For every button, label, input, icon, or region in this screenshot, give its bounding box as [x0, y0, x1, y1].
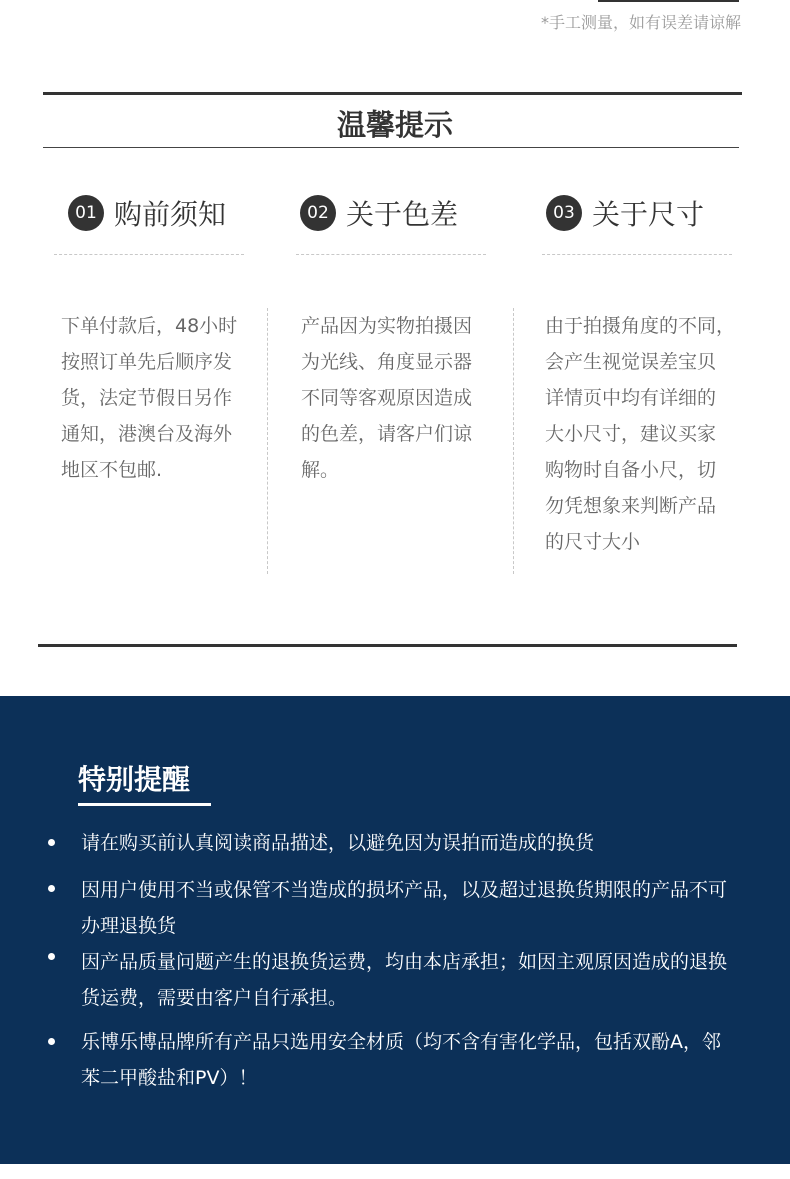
text-line: 按照订单先后顺序发: [61, 351, 233, 373]
tips-title-underline: [43, 147, 739, 148]
text-line: 货，法定节假日另作: [61, 387, 233, 409]
text-line: 不同等客观原因造成: [301, 387, 473, 409]
notice-title: 特别提醒: [78, 763, 191, 796]
column-dashed-divider: [296, 254, 486, 255]
notice-item: [81, 872, 753, 944]
text-line: 大小尺寸，建议买家: [545, 423, 717, 445]
column-separator: [513, 308, 514, 574]
text-line: 通知，港澳台及海外: [61, 423, 233, 445]
column-body-color: [301, 308, 472, 488]
tips-top-rule: [43, 92, 742, 95]
column-heading: 关于色差: [346, 198, 459, 231]
text-line: 地区不包邮.: [61, 459, 163, 481]
column-dashed-divider: [542, 254, 732, 255]
column-dashed-divider: [54, 254, 244, 255]
number-badge: 03: [546, 195, 582, 231]
measurement-note: *手工测量，如有误差请谅解: [540, 13, 741, 32]
text-line: 下单付款后，48小时: [61, 315, 238, 337]
column-header-purchase: [68, 193, 226, 233]
text-line: 的尺寸大小: [545, 531, 641, 553]
text-line: 产品因为实物拍摄因: [301, 315, 473, 337]
text-line: 会产生视觉误差宝贝: [545, 351, 717, 373]
bullet-icon: [48, 1038, 55, 1045]
number-badge: 01: [68, 195, 104, 231]
special-notice-panel: [0, 696, 790, 1164]
bullet-icon: [48, 839, 55, 846]
number-badge: 02: [300, 195, 336, 231]
notice-title-underline: [78, 803, 211, 806]
tips-title: 温馨提示: [336, 108, 453, 142]
column-body-purchase: [61, 308, 237, 488]
notice-line: 乐博乐博品牌所有产品只选用安全材质（均不含有害化学品，包括双酚A，邻: [81, 1031, 721, 1053]
column-heading: 关于尺寸: [592, 198, 705, 231]
text-line: 的色差，请客户们谅: [301, 423, 473, 445]
bullet-icon: [48, 953, 55, 960]
notice-line: 因产品质量问题产生的退换货运费，均由本店承担；如因主观原因造成的退换: [81, 951, 728, 973]
notice-line: 货运费，需要由客户自行承担。: [81, 987, 348, 1009]
top-divider: [598, 0, 739, 2]
bullet-icon: [48, 885, 55, 892]
text-line: 购物时自备小尺，切: [545, 459, 717, 481]
text-line: 由于拍摄角度的不同，: [545, 315, 736, 337]
notice-line: 苯二甲酸盐和PV）！: [81, 1067, 258, 1089]
text-line: 解。: [301, 459, 340, 481]
tips-bottom-rule: [38, 644, 737, 647]
notice-line: 办理退换货: [81, 915, 177, 937]
text-line: 为光线、角度显示器: [301, 351, 473, 373]
column-heading: 购前须知: [114, 198, 227, 231]
notice-item: [81, 825, 753, 861]
notice-line: 请在购买前认真阅读商品描述，以避免因为误拍而造成的换货: [81, 832, 595, 854]
column-separator: [267, 308, 268, 574]
column-header-color: [300, 193, 458, 233]
notice-item: [81, 1024, 753, 1096]
text-line: 详情页中均有详细的: [545, 387, 717, 409]
text-line: 勿凭想象来判断产品: [545, 495, 717, 517]
column-body-size: [545, 308, 735, 560]
notice-line: 因用户使用不当或保管不当造成的损坏产品，以及超过退换货期限的产品不可: [81, 879, 728, 901]
column-header-size: [546, 193, 704, 233]
notice-item: [81, 944, 753, 1016]
